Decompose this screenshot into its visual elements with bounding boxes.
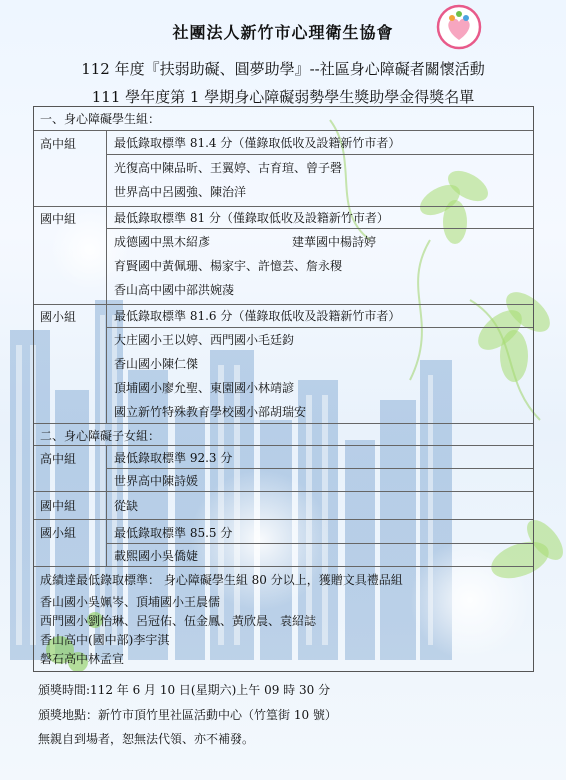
list-item: 香山高中國中部洪婉蓤	[114, 283, 235, 297]
s2-junior-group: 國中組	[40, 499, 77, 513]
s1-junior-standard: 最低錄取標準 81 分（僅錄取低收及設籍新竹市者）	[114, 211, 389, 225]
list-item: 成德國中黑木紹彥	[114, 235, 211, 249]
attendance-note: 無親自到場者，恕無法代領、亦不補發。	[38, 732, 255, 746]
list-item: 建華國中楊詩婷	[292, 235, 377, 249]
s1-elem-standard: 最低錄取標準 81.6 分（僅錄取低收及設籍新竹市者）	[114, 309, 401, 323]
award-table	[33, 106, 534, 672]
list-item: 育賢國中黃佩珊、楊家宇、許憶芸、詹永稷	[114, 259, 343, 273]
s1-high-standard: 最低錄取標準 81.4 分（僅錄取低收及設籍新竹市者）	[114, 136, 401, 150]
s2-high-standard: 最低錄取標準 92.3 分	[114, 451, 233, 465]
list-item: 光復高中陳品昕、王翼婷、古育瑄、曾子磬	[114, 161, 343, 175]
s2-junior-standard: 從缺	[114, 499, 139, 513]
list-title: 111 學年度第 1 學期身心障礙弱勢學生獎助學金得獎名單	[91, 88, 475, 106]
ceremony-place: 頒獎地點：新竹市頂竹里社區活動中心（竹篁街 10 號）	[38, 708, 337, 722]
section2-title: 二、身心障礙子女組：	[40, 429, 161, 443]
section1-title: 一、身心障礙學生組：	[40, 112, 161, 126]
event-title: 112 年度『扶弱助礙、圓夢助學』--社區身心障礙者關懷活動	[81, 60, 485, 78]
section3-title: 成績達最低錄取標準： 身心障礙學生組 80 分以上，獲贈文具禮品組	[40, 573, 403, 587]
list-item: 磐石高中林孟宣	[40, 652, 125, 666]
list-item: 西門國小劉怡琳、呂冠佑、伍金鳳、黃欣晨、袁紹誌	[40, 614, 317, 628]
list-item: 香山國小吳姵岑、頂埔國小王晨儒	[40, 595, 221, 609]
org-title: 社團法人新竹市心理衛生協會	[172, 23, 394, 42]
s2-high-group: 高中組	[40, 452, 77, 466]
ceremony-time: 頒獎時間:112 年 6 月 10 日(星期六)上午 09 時 30 分	[38, 683, 331, 697]
list-item: 香山國小陳仁傑	[114, 357, 199, 371]
s2-elem-standard: 最低錄取標準 85.5 分	[114, 526, 233, 540]
list-item: 載熙國小吳僑婕	[114, 549, 199, 563]
s1-junior-group: 國中組	[40, 212, 77, 226]
list-item: 國立新竹特殊教育學校國小部胡瑞安	[114, 405, 307, 419]
list-item: 香山高中(國中部)李宇淇	[40, 633, 170, 647]
list-item: 世界高中陳詩媛	[114, 474, 199, 488]
s2-elem-group: 國小組	[40, 526, 77, 540]
list-item: 大庄國小王以婷、西門國小毛廷鈞	[114, 333, 295, 347]
s1-high-group: 高中組	[40, 137, 77, 151]
list-item: 世界高中呂國強、陳治洋	[114, 185, 247, 199]
list-item: 頂埔國小廖允聖、東園國小林靖諺	[114, 381, 295, 395]
s1-elem-group: 國小組	[40, 310, 77, 324]
